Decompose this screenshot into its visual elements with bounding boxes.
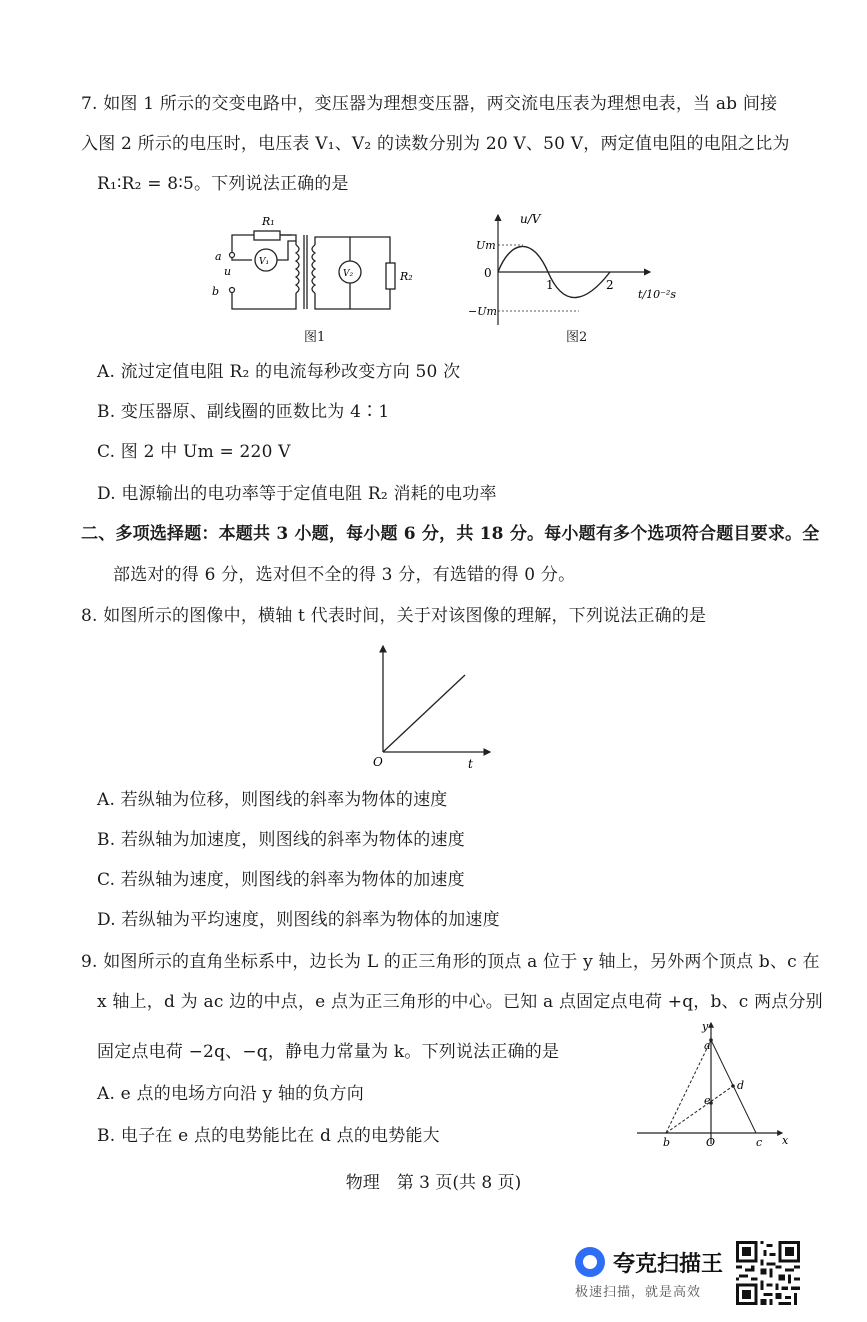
q8-stem: 8. 如图所示的图像中，横轴 t 代表时间，关于对该图像的理解，下列说法正确的是: [81, 606, 707, 626]
label-r2: R₂: [400, 270, 413, 283]
label-u: u: [224, 265, 232, 278]
q9-stem-line-2: x 轴上，d 为 ac 边的中点，e 点为正三角形的中心。已知 a 点固定点电荷 +q，b、c 两点分别: [97, 992, 823, 1012]
q9-stem-line-3: 固定点电荷 −2q、−q，静电力常量为 k。下列说法正确的是: [97, 1042, 560, 1062]
page-footer: 物理 第 3 页(共 8 页): [345, 1173, 522, 1193]
label-r1: R₁: [262, 215, 275, 228]
q7-option-a: A. 流过定值电阻 R₂ 的电流每秒改变方向 50 次: [97, 362, 461, 382]
q9-option-a: A. e 点的电场方向沿 y 轴的负方向: [97, 1084, 364, 1104]
q7-voltage-graph: [460, 205, 690, 330]
label-v1: V₁: [259, 257, 270, 267]
q9-label-b: b: [663, 1136, 671, 1149]
q9-label-a: a: [704, 1039, 711, 1052]
q8-option-b: B. 若纵轴为加速度，则图线的斜率为物体的速度: [97, 830, 465, 850]
scanner-watermark: [575, 1243, 735, 1303]
q9-label-d: d: [737, 1079, 745, 1092]
graph2-um: Um: [476, 239, 496, 252]
primary-coil: [296, 245, 299, 293]
q9-figure: [632, 1018, 797, 1150]
q8-option-a: A. 若纵轴为位移，则图线的斜率为物体的速度: [97, 790, 448, 810]
section2-heading-line-2: 部选对的得 6 分，选对但不全的得 3 分，有选错的得 0 分。: [113, 565, 576, 585]
q8-origin: O: [373, 755, 383, 769]
graph2-tick-1: 1: [546, 278, 554, 292]
terminal-a: [230, 253, 235, 258]
qr-code-icon: [736, 1241, 800, 1305]
watermark-name: 夸克扫描王: [613, 1252, 724, 1277]
q7-option-d: D. 电源输出的电功率等于定值电阻 R₂ 消耗的电功率: [97, 484, 497, 504]
resistor-r2: [386, 263, 395, 289]
q8-option-d: D. 若纵轴为平均速度，则图线的斜率为物体的加速度: [97, 910, 500, 930]
q7-stem-line-1: 7. 如图 1 所示的交变电路中，变压器为理想变压器，两交流电压表为理想电表，当 ab 间接: [81, 94, 778, 114]
resistor-r1: [254, 231, 280, 240]
secondary-coil: [312, 245, 315, 293]
q9-label-x: x: [782, 1134, 789, 1147]
graph2-neg-um: −Um: [468, 305, 497, 318]
q8-option-c: C. 若纵轴为速度，则图线的斜率为物体的加速度: [97, 870, 465, 890]
q8-graph: [365, 640, 495, 772]
section2-heading-line-1: 二、多项选择题：本题共 3 小题，每小题 6 分，共 18 分。每小题有多个选项符合题目要求。全: [81, 524, 820, 544]
q7-option-c: C. 图 2 中 Um = 220 V: [97, 442, 291, 462]
q7-circuit-figure: [200, 205, 425, 320]
graph2-zero: 0: [484, 266, 492, 280]
q8-line: [383, 675, 465, 752]
fig2-caption: 图2: [566, 330, 588, 345]
watermark-slogan: 极速扫描，就是高效: [575, 1285, 702, 1300]
fig1-caption: 图1: [304, 330, 326, 345]
q9-label-c: c: [756, 1136, 763, 1149]
terminal-b: [230, 288, 235, 293]
label-v2: V₂: [343, 269, 354, 279]
q9-label-y: y: [702, 1020, 709, 1033]
label-b: b: [212, 285, 220, 298]
q8-xlabel: t: [468, 757, 473, 771]
graph2-tick-2: 2: [606, 278, 614, 292]
q9-label-o: O: [706, 1136, 716, 1149]
q9-label-e: e: [704, 1094, 711, 1107]
q7-stem-line-2: 入图 2 所示的电压时，电压表 V₁、V₂ 的读数分别为 20 V、50 V，两定值电阻的电阻之比为: [81, 134, 790, 154]
q9-stem-line-1: 9. 如图所示的直角坐标系中，边长为 L 的正三角形的顶点 a 位于 y 轴上，另外两个顶点 b、c 在: [81, 952, 820, 972]
q7-stem-line-3: R₁∶R₂ = 8∶5。下列说法正确的是: [97, 174, 349, 194]
q9-option-b: B. 电子在 e 点的电势能比在 d 点的电势能大: [97, 1126, 440, 1146]
graph2-xlabel: t/10⁻²s: [638, 288, 676, 301]
quark-logo-icon: [575, 1247, 605, 1277]
q7-option-b: B. 变压器原、副线圈的匝数比为 4∶1: [97, 402, 390, 422]
label-a: a: [215, 250, 222, 263]
graph2-ylabel: u/V: [520, 212, 541, 226]
